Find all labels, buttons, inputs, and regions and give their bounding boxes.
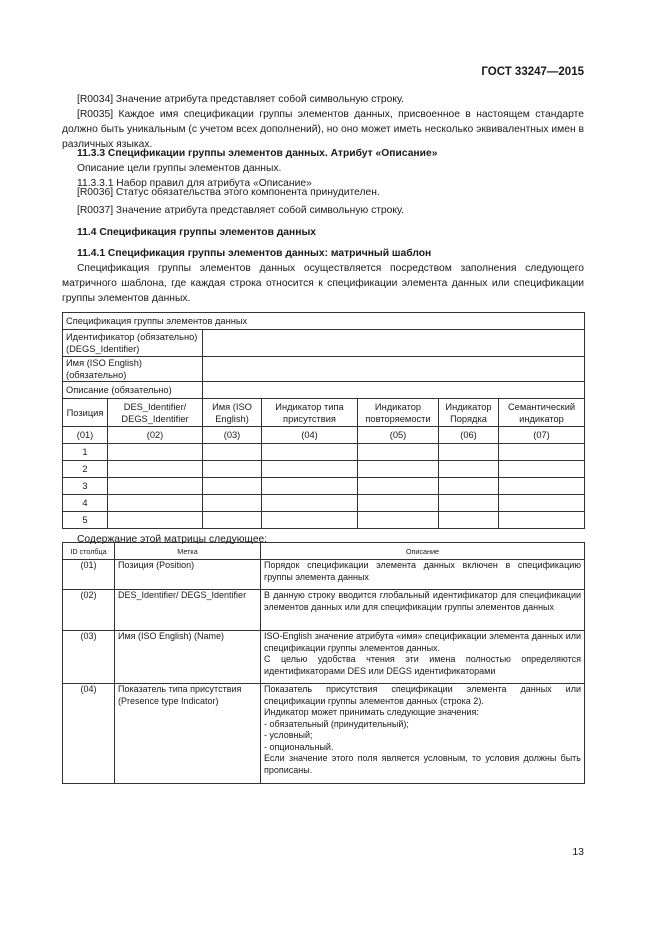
table-row [63, 512, 585, 529]
description-text: ISO-English значение атрибута «имя» спецификации элемента данных или спецификации группы элементов данных. [264, 631, 581, 653]
description-value-cell [203, 382, 585, 399]
column-code: (03) [203, 427, 262, 444]
identifier-value-cell [203, 330, 585, 357]
values-intro: Индикатор может принимать следующие значения: [264, 707, 479, 717]
header-description: Описание [261, 543, 585, 560]
paragraph-r0035: [R0035] Каждое имя спецификации группы элементов данных, присвоенное в настоящем стандарте должно быть уникальным (с учетом всех дополнений), но оно может иметь несколько эквивалентных имен в различных языках. [62, 109, 584, 150]
matrix-description-table [62, 542, 585, 784]
heading-11-3-3: 11.3.3 Спецификации группы элементов данных. Атрибут «Описание» [77, 148, 438, 159]
description-label-cell: Описание (обязательно) [63, 382, 203, 399]
table-row [63, 444, 585, 461]
row-id: (01) [63, 560, 115, 590]
table-row [63, 684, 585, 784]
subsection-11-3-3-1: 11.3.3.1 Набор правил для атрибута «Описание» [77, 178, 312, 189]
row-number: 3 [63, 478, 108, 495]
column-header: Семантический индикатор [499, 399, 585, 427]
heading-11-4-1: 11.4.1 Спецификация группы элементов данных: матричный шаблон [77, 248, 432, 259]
description-note: С целью удобства чтения эти имена полностью определяются идентификаторами DES или DEGS идентификаторами [264, 654, 581, 676]
column-code: (01) [63, 427, 108, 444]
table-row [63, 631, 585, 684]
row-id: (02) [63, 590, 115, 631]
table-row [63, 590, 585, 631]
row-label: Имя (ISO English) (Name) [115, 631, 261, 684]
description-text: Показатель присутствия спецификации элемента данных или спецификации группы элементов данных (строка 2). [264, 684, 581, 706]
heading-11-4: 11.4 Спецификация группы элементов данных [77, 227, 316, 238]
value-item: - опциональный. [264, 741, 334, 752]
row-number: 1 [63, 444, 108, 461]
table-row [63, 495, 585, 512]
matrix-template-table [62, 312, 585, 529]
row-description [261, 684, 585, 784]
name-label-cell: Имя (ISO English) (обязательно) [63, 357, 203, 382]
column-header: Имя (ISO English) [203, 399, 262, 427]
row-id: (03) [63, 631, 115, 684]
template-title-cell: Спецификация группы элементов данных [63, 313, 585, 330]
name-value-cell [203, 357, 585, 382]
header-label: Метка [115, 543, 261, 560]
table-row [63, 461, 585, 478]
value-item: - обязательный (принудительный); [264, 718, 409, 729]
column-header: Позиция [63, 399, 108, 427]
paragraph-r0036: [R0036] Статус обязательства этого компонента принудителен. [77, 187, 380, 198]
column-code: (05) [358, 427, 439, 444]
column-code: (06) [439, 427, 499, 444]
row-number: 2 [63, 461, 108, 478]
row-label: Позиция (Position) [115, 560, 261, 590]
description-note: Если значение этого поля является условным, то условия должны быть прописаны. [264, 753, 581, 775]
column-code: (04) [262, 427, 358, 444]
paragraph-description-purpose: Описание цели группы элементов данных. [77, 163, 282, 174]
value-item: - условный; [264, 730, 313, 740]
header-column-id: ID столбца [63, 543, 115, 560]
row-description [261, 631, 585, 684]
row-number: 4 [63, 495, 108, 512]
standard-header: ГОСТ 33247—2015 [481, 66, 584, 78]
table-row [63, 560, 585, 590]
row-label: DES_Identifier/ DEGS_Identifier [115, 590, 261, 631]
identifier-label-cell: Идентификатор (обязательно) (DEGS_Identifier) [63, 330, 203, 357]
table-row [63, 478, 585, 495]
row-description: В данную строку вводится глобальный идентификатор для спецификации элементов данных или для спецификации группы элементов данных [261, 590, 585, 631]
column-header: Индикатор типа присутствия [262, 399, 358, 427]
column-header: Индикатор Порядка [439, 399, 499, 427]
paragraph-matrix-intro: Содержание этой матрицы следующее: [77, 534, 268, 545]
row-description: Порядок спецификации элемента данных включен в спецификацию группы элемента данных [261, 560, 585, 590]
page-number: 13 [572, 846, 584, 858]
paragraph-r0034: [R0034] Значение атрибута представляет собой символьную строку. [77, 94, 404, 105]
row-label: Показатель типа присутствия (Presence type Indicator) [115, 684, 261, 784]
column-code: (07) [499, 427, 585, 444]
column-header: Индикатор повторяемости [358, 399, 439, 427]
paragraph-intro: Спецификация группы элементов данных осуществляется посредством заполнения следующего матричного шаблона, где каждая строка относится к спецификации элемента данных или спецификации группы элементов данных. [62, 263, 584, 304]
row-id: (04) [63, 684, 115, 784]
column-header: DES_Identifier/ DEGS_Identifier [108, 399, 203, 427]
column-code: (02) [108, 427, 203, 444]
row-number: 5 [63, 512, 108, 529]
paragraph-r0037: [R0037] Значение атрибута представляет собой символьную строку. [77, 205, 404, 216]
